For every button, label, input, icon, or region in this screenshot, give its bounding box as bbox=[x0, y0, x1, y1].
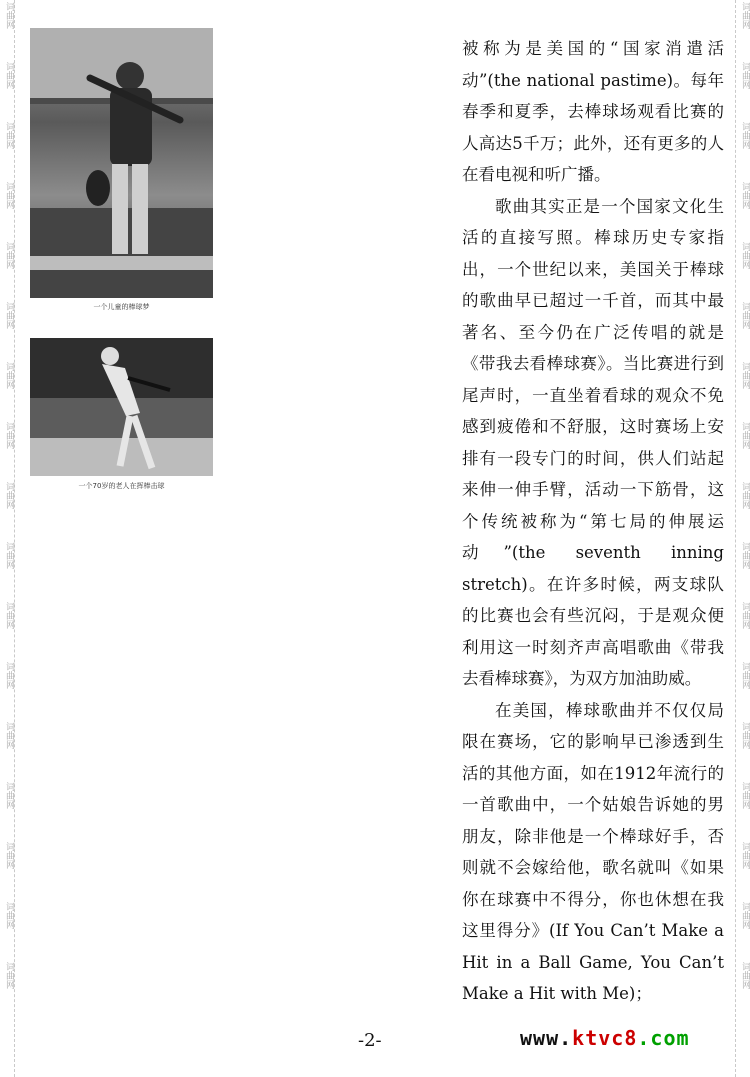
margin-watermark-text: 词曲网 bbox=[4, 782, 14, 809]
margin-watermark-text: 词曲网 bbox=[4, 842, 14, 869]
margin-watermark-text: 词曲网 bbox=[4, 2, 14, 29]
article-body bbox=[462, 33, 724, 1010]
page-number: -2- bbox=[358, 1030, 382, 1051]
site-url-tld: .com bbox=[637, 1026, 690, 1050]
margin-watermark-text: 词曲网 bbox=[4, 662, 14, 689]
margin-watermark-text: 词曲网 bbox=[740, 62, 750, 89]
margin-watermark-text: 词曲网 bbox=[740, 422, 750, 449]
margin-watermark-text: 词曲网 bbox=[4, 722, 14, 749]
site-url-brand: ktvc8 bbox=[572, 1026, 638, 1050]
margin-watermark-text: 词曲网 bbox=[4, 242, 14, 269]
elderly-batter-illustration bbox=[30, 338, 213, 476]
margin-watermark-text: 词曲网 bbox=[740, 2, 750, 29]
margin-watermark-text: 词曲网 bbox=[4, 962, 14, 989]
photo-caption-1: 一个儿童的棒球梦 bbox=[93, 303, 150, 311]
margin-watermark-text: 词曲网 bbox=[4, 122, 14, 149]
child-batter-illustration bbox=[30, 28, 213, 298]
left-margin-watermark-strip bbox=[0, 0, 15, 1077]
right-margin-watermark-strip bbox=[735, 0, 750, 1077]
margin-watermark-text: 词曲网 bbox=[740, 182, 750, 209]
margin-watermark-text: 词曲网 bbox=[740, 302, 750, 329]
child-batter-photo bbox=[30, 28, 213, 298]
margin-watermark-text: 词曲网 bbox=[740, 122, 750, 149]
margin-watermark-text: 词曲网 bbox=[740, 662, 750, 689]
margin-watermark-text: 词曲网 bbox=[4, 482, 14, 509]
paragraph-1: 被称为是美国的“国家消遣活动”(the national pastime)。每年春季和夏季，去棒球场观看比赛的人高达5千万；此外，还有更多的人在看电视和听广播。 bbox=[462, 39, 724, 184]
paragraph-3: 在美国，棒球歌曲并不仅仅局限在赛场，它的影响早已渗透到生活的其他方面，如在1912年流行的一首歌曲中，一个姑娘告诉她的男朋友，除非他是一个棒球好手，否则就不会嫁给他，歌名就叫《如果你在球赛中不得分，你也休想在我这里得分》(If You Can’t Make a Hit in a Ball Game, You Can’t Make a Hit with Me)； bbox=[462, 700, 724, 1003]
margin-watermark-text: 词曲网 bbox=[4, 602, 14, 629]
margin-watermark-text: 词曲网 bbox=[4, 182, 14, 209]
photo-caption-2: 一个70岁的老人在挥棒击球 bbox=[78, 482, 165, 490]
margin-watermark-text: 词曲网 bbox=[4, 542, 14, 569]
site-url-logo bbox=[520, 1026, 690, 1050]
margin-watermark-text: 词曲网 bbox=[740, 722, 750, 749]
margin-watermark-text: 词曲网 bbox=[4, 62, 14, 89]
margin-watermark-text: 词曲网 bbox=[740, 482, 750, 509]
elderly-batter-photo bbox=[30, 338, 213, 476]
margin-watermark-text: 词曲网 bbox=[4, 902, 14, 929]
margin-watermark-text: 词曲网 bbox=[740, 362, 750, 389]
margin-watermark-text: 词曲网 bbox=[740, 842, 750, 869]
margin-watermark-text: 词曲网 bbox=[740, 602, 750, 629]
margin-watermark-text: 词曲网 bbox=[4, 302, 14, 329]
paragraph-2: 歌曲其实正是一个国家文化生活的直接写照。棒球历史专家指出，一个世纪以来，美国关于棒球的歌曲早已超过一千首，而其中最著名、至今仍在广泛传唱的就是《带我去看棒球赛》。当比赛进行到尾声时，一直坐着看球的观众不免感到疲倦和不舒服，这时赛场上安排有一段专门的时间，供人们站起来伸一伸手臂，活动一下筋骨，这个传统被称为“第七局的伸展运动”(the seventh inning stretch)。在许多时候，两支球队的比赛也会有些沉闷，于是观众便利用这一时刻齐声高唱歌曲《带我去看棒球赛》，为双方加油助威。 bbox=[462, 196, 724, 688]
margin-watermark-text: 词曲网 bbox=[4, 422, 14, 449]
margin-watermark-text: 词曲网 bbox=[740, 962, 750, 989]
margin-watermark-text: 词曲网 bbox=[740, 542, 750, 569]
site-url-www: www. bbox=[520, 1026, 573, 1050]
margin-watermark-text: 词曲网 bbox=[740, 782, 750, 809]
margin-watermark-text: 词曲网 bbox=[740, 902, 750, 929]
margin-watermark-text: 词曲网 bbox=[740, 242, 750, 269]
margin-watermark-text: 词曲网 bbox=[4, 362, 14, 389]
